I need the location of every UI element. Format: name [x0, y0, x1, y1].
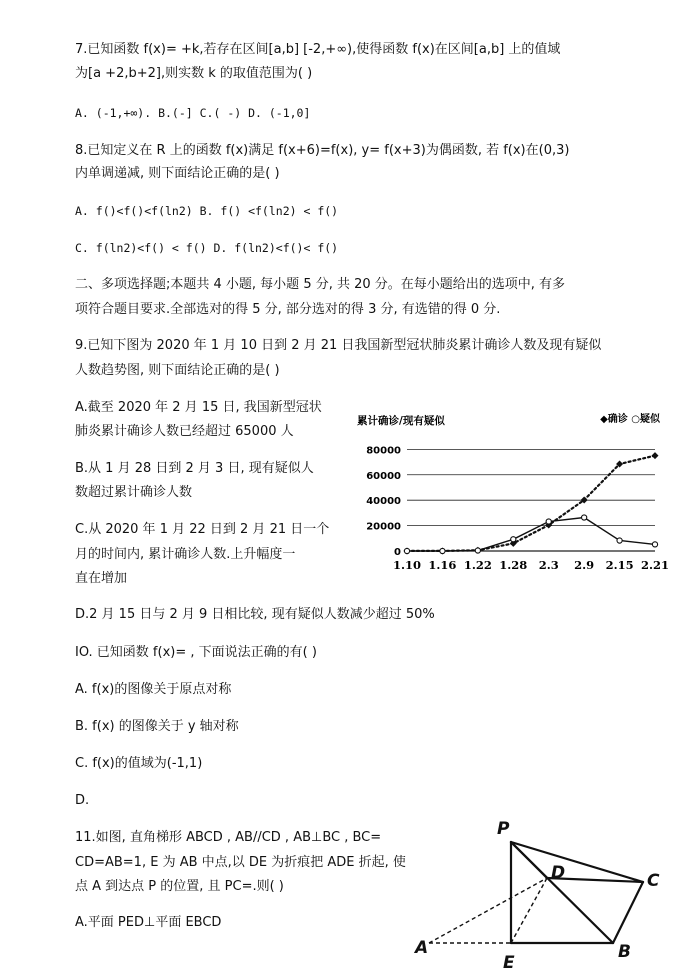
chart-ytick-label: 20000 [366, 521, 401, 533]
q7-options: A. (-1,+∞). B.(-] C.( -) D. (-1,0] [75, 106, 311, 120]
folded-trapezoid-figure [415, 810, 675, 971]
label-E: E [503, 953, 515, 971]
chart-series-line-confirmed [407, 456, 655, 551]
chart-point-suspected [440, 548, 445, 553]
q9-option-b-line2: 数超过累计确诊人数 [75, 485, 193, 500]
chart-ytick-label: 0 [394, 547, 401, 558]
chart-ytick-label: 60000 [366, 470, 401, 482]
chart-xtick-label: 1.22 [463, 558, 492, 572]
q9-option-d: D.2 月 15 日与 2 月 9 日相比较, 现有疑似人数减少超过 50% [75, 607, 435, 622]
q9-option-c-line1: C.从 2020 年 1 月 22 日到 2 月 21 日一个 [75, 522, 330, 537]
q10-option-a: A. f(x)的图像关于原点对称 [75, 682, 232, 697]
q9-stem-line1: 9.已知下图为 2020 年 1 月 10 日到 2 月 21 日我国新型冠状肺炎累计确诊人数及现有疑似 [75, 338, 602, 353]
q8-stem-line1: 8.已知定义在 R 上的函数 f(x)满足 f(x+6)=f(x), y= f(x+3)为偶函数, 若 f(x)在(0,3) [75, 143, 570, 158]
q9-option-a-line1: A.截至 2020 年 2 月 15 日, 我国新型冠状 [75, 400, 322, 415]
edge-BC [613, 882, 643, 943]
chart-point-suspected [404, 548, 409, 553]
chart-point-suspected [511, 537, 516, 542]
chart-xtick-label: 1.16 [428, 558, 457, 572]
chart-xtick-label: 2.9 [574, 558, 595, 572]
chart-point-suspected [475, 548, 480, 553]
chart-xtick-label: 2.15 [605, 558, 634, 572]
chart-point-suspected [582, 515, 587, 520]
q9-option-c-line2: 月的时间内, 累计确诊人数.上升幅度一 [75, 547, 296, 562]
label-A: A [415, 938, 429, 958]
label-B: B [618, 942, 631, 962]
q7-stem-line2: 为[a +2,b+2],则实数 k 的取值范围为( ) [75, 66, 313, 81]
chart-title: 累计确诊/现有疑似 [357, 415, 445, 427]
chart-point-suspected [546, 519, 551, 524]
section2-line1: 二、多项选择题;本题共 4 小题, 每小题 5 分, 共 20 分。在每小题给出的选项中, 有多 [75, 277, 566, 292]
chart-ytick-label: 80000 [366, 445, 401, 457]
chart-point-confirmed [652, 452, 659, 459]
section2-line2: 项符合题目要求.全部选对的得 5 分, 部分选对的得 3 分, 有选错的得 0 分. [75, 302, 501, 317]
q9-option-c-line3: 直在增加 [75, 571, 128, 586]
q10-option-b: B. f(x) 的图像关于 y 轴对称 [75, 719, 239, 734]
label-P: P [497, 819, 510, 839]
q7-stem-line1: 7.已知函数 f(x)= +k,若存在区间[a,b] [-2,+∞),使得函数 f(x)在区间[a,b] 上的值域 [75, 42, 561, 57]
q8-options-cd: C. f(ln2)<f() < f() D. f(ln2)<f()< f() [75, 241, 339, 255]
chart-xtick-label: 1.10 [392, 558, 422, 572]
label-D: D [551, 863, 566, 883]
chart-xtick-label: 2.3 [538, 558, 559, 572]
q8-options-ab: A. f()<f()<f(ln2) B. f() <f(ln2) < f() [75, 204, 339, 218]
chart-point-suspected [652, 542, 657, 547]
chart-ytick-label: 40000 [366, 496, 401, 508]
q8-stem-line2: 内单调递减, 则下面结论正确的是( ) [75, 166, 280, 181]
q11-stem-line1: 11.如图, 直角梯形 ABCD , AB//CD , AB⊥BC , BC= [75, 830, 382, 845]
chart-legend: ◆确诊 ○疑似 [600, 414, 660, 425]
q10-stem: IO. 已知函数 f(x)= , 下面说法正确的有( ) [75, 645, 317, 660]
covid-trend-chart [355, 403, 670, 578]
q10-option-c: C. f(x)的值域为(-1,1) [75, 756, 203, 771]
label-C: C [647, 871, 660, 891]
q9-option-b-line1: B.从 1 月 28 日到 2 月 3 日, 现有疑似人 [75, 461, 314, 476]
q11-option-a: A.平面 PED⊥平面 EBCD [75, 915, 222, 930]
q10-option-d: D. [75, 793, 90, 808]
chart-xtick-label: 1.28 [499, 558, 528, 572]
q11-stem-line2: CD=AB=1, E 为 AB 中点,以 DE 为折痕把 ADE 折起, 使 [75, 855, 406, 870]
chart-xtick-label: 2.21 [640, 558, 670, 572]
q9-option-a-line2: 肺炎累计确诊人数已经超过 65000 人 [75, 424, 294, 439]
q9-stem-line2: 人数趋势图, 则下面结论正确的是( ) [75, 363, 280, 378]
q11-stem-line3: 点 A 到达点 P 的位置, 且 PC=.则( ) [75, 879, 284, 894]
chart-point-suspected [617, 538, 622, 543]
